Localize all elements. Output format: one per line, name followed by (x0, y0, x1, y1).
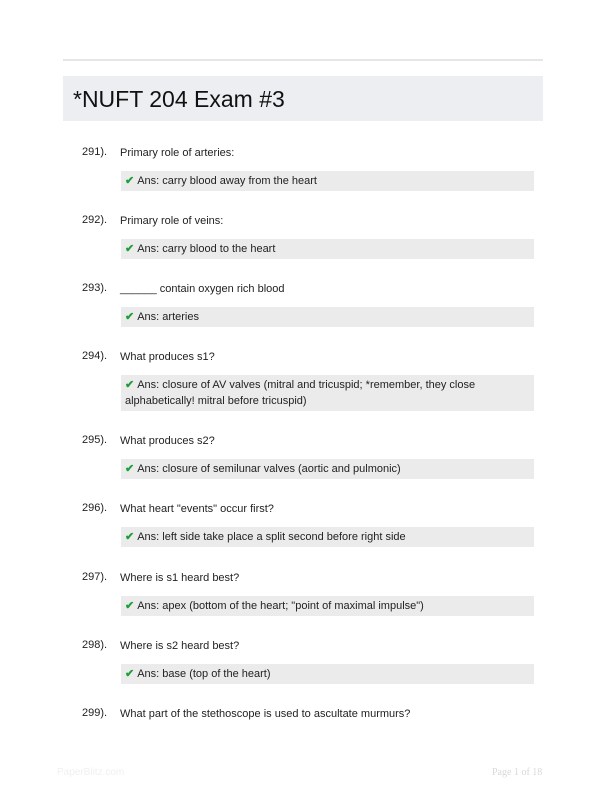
answer-box (121, 239, 534, 259)
page-title: *NUFT 204 Exam #3 (73, 86, 285, 112)
question-text: What produces s2? (120, 435, 215, 447)
checkmark-icon: ✔ (125, 600, 135, 612)
question-number: 295). (82, 434, 108, 446)
footer-watermark: PaperBlitz.com (57, 767, 125, 778)
answer-text: Ans: carry blood to the heart (137, 243, 276, 255)
answer-text: Ans: closure of semilunar valves (aortic and pulmonic) (137, 463, 401, 475)
question-number: 294). (82, 350, 108, 362)
checkmark-icon: ✔ (125, 379, 135, 391)
answer-box (121, 171, 534, 191)
answer-box (121, 664, 534, 684)
checkmark-icon: ✔ (125, 531, 135, 543)
page-number: Page 1 of 18 (492, 767, 543, 778)
question-text: ______ contain oxygen rich blood (120, 283, 285, 295)
answer-text: Ans: closure of AV valves (mitral and tricuspid; *remember, they close alphabetically! mitral before tricuspid) (125, 379, 476, 407)
answer-text: Ans: base (top of the heart) (137, 668, 271, 680)
question-text: What heart "events" occur first? (120, 503, 274, 515)
answer-box (121, 527, 534, 547)
checkmark-icon: ✔ (125, 668, 135, 680)
checkmark-icon: ✔ (125, 175, 135, 187)
answer-text: Ans: left side take place a split second before right side (137, 531, 406, 543)
question-text: What produces s1? (120, 351, 215, 363)
question-number: 299). (82, 707, 108, 719)
question-number: 292). (82, 214, 108, 226)
answer-box (121, 459, 534, 479)
answer-text: Ans: apex (bottom of the heart; "point of maximal impulse") (137, 600, 424, 612)
question-text: Primary role of arteries: (120, 147, 235, 159)
answer-text: Ans: carry blood away from the heart (137, 175, 317, 187)
title-banner (63, 76, 543, 121)
question-text: What part of the stethoscope is used to ascultate murmurs? (120, 708, 411, 720)
question-number: 291). (82, 146, 108, 158)
question-number: 298). (82, 639, 108, 651)
answer-text: Ans: arteries (137, 311, 199, 323)
question-text: Where is s2 heard best? (120, 640, 240, 652)
question-number: 296). (82, 502, 108, 514)
question-number: 293). (82, 282, 108, 294)
answer-box (121, 307, 534, 327)
question-number: 297). (82, 571, 108, 583)
top-divider (63, 59, 543, 61)
checkmark-icon: ✔ (125, 243, 135, 255)
answer-box (121, 596, 534, 616)
checkmark-icon: ✔ (125, 463, 135, 475)
question-text: Primary role of veins: (120, 215, 224, 227)
answer-box (121, 375, 534, 411)
checkmark-icon: ✔ (125, 311, 135, 323)
question-text: Where is s1 heard best? (120, 572, 240, 584)
